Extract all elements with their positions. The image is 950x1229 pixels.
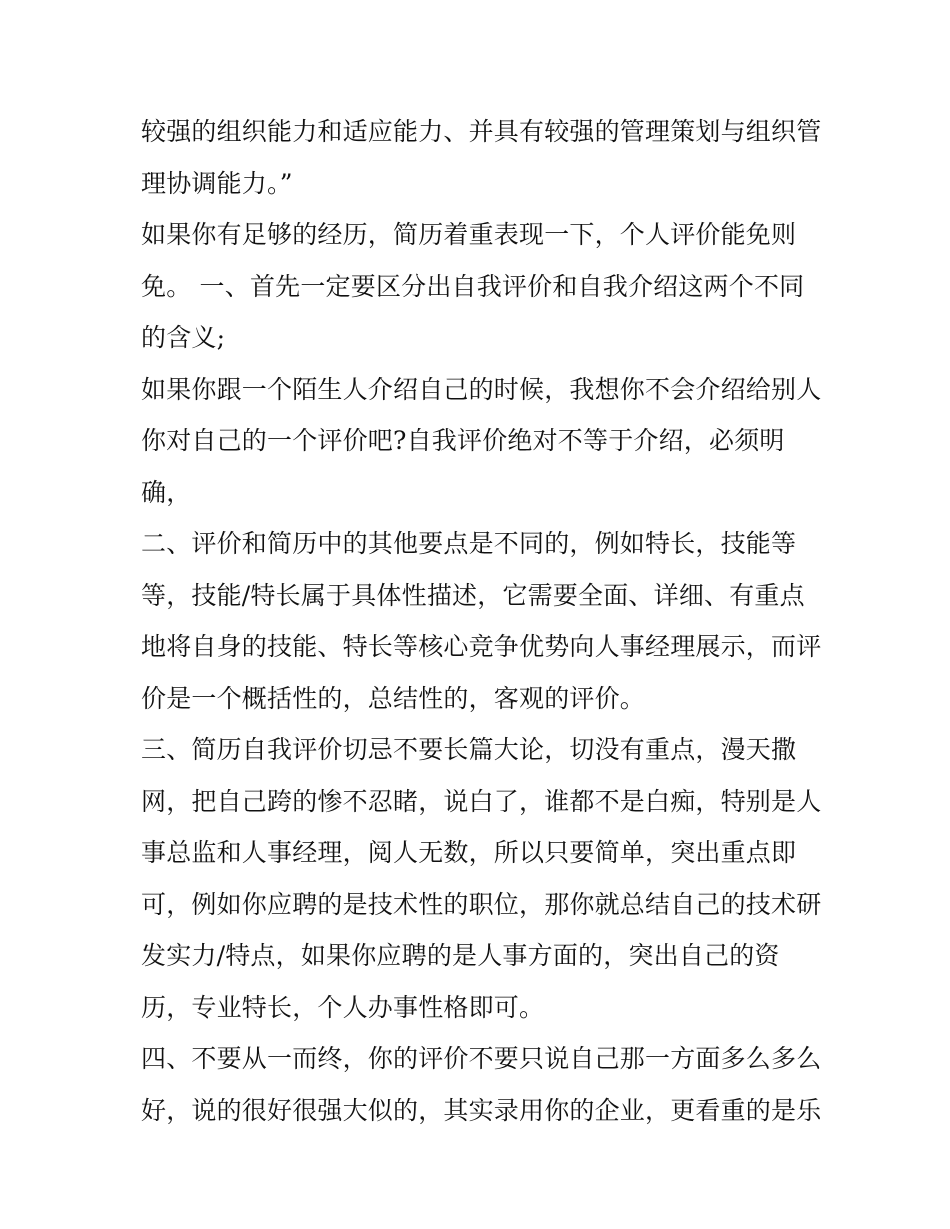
text-line: 等，技能/特长属于具体性描述，它需要全面、详细、有重点	[141, 580, 805, 610]
text-line: 事总监和人事经理，阅人无数，所以只要简单，突出重点即	[141, 838, 797, 867]
text-line: 可，例如你应聘的是技术性的职位，那你就总结自己的技术研	[141, 889, 822, 919]
text-line: 历，专业特长，个人办事性格即可。	[141, 992, 545, 1022]
text-line: 网，把自己跨的惨不忍睹，说白了，谁都不是白痴，特别是人	[141, 786, 822, 816]
text-line: 理协调能力。”	[141, 168, 293, 198]
text-line: 的含义;	[141, 323, 226, 352]
text-line: 如果你有足够的经历，简历着重表现一下，个人评价能免则	[141, 220, 797, 249]
text-line: 发实力/特点，如果你应聘的是人事方面的，突出自己的资	[141, 941, 780, 970]
text-line: 好，说的很好很强大似的，其实录用你的企业，更看重的是乐	[141, 1095, 822, 1125]
document-body-text	[141, 106, 821, 1136]
text-line: 如果你跟一个陌生人介绍自己的时候，我想你不会介绍给别人	[141, 374, 822, 404]
text-line: 地将自身的技能、特长等核心竞争优势向人事经理展示，而评	[141, 632, 822, 661]
text-line: 免。 一、首先一定要区分出自我评价和自我介绍这两个不同	[141, 271, 805, 301]
text-line: 二、评价和简历中的其他要点是不同的，例如特长，技能等	[141, 529, 797, 558]
text-line: 你对自己的一个评价吧?自我评价绝对不等于介绍，必须明	[141, 426, 785, 455]
text-line: 价是一个概括性的，总结性的，客观的评价。	[141, 683, 646, 713]
text-line: 四、不要从一而终，你的评价不要只说自己那一方面多么多么	[141, 1044, 822, 1073]
text-line: 三、简历自我评价切忌不要长篇大论，切没有重点，漫天撒	[141, 735, 797, 764]
text-line: 较强的组织能力和适应能力、并具有较强的管理策划与组织管	[141, 117, 822, 146]
text-line: 确，	[141, 477, 192, 507]
